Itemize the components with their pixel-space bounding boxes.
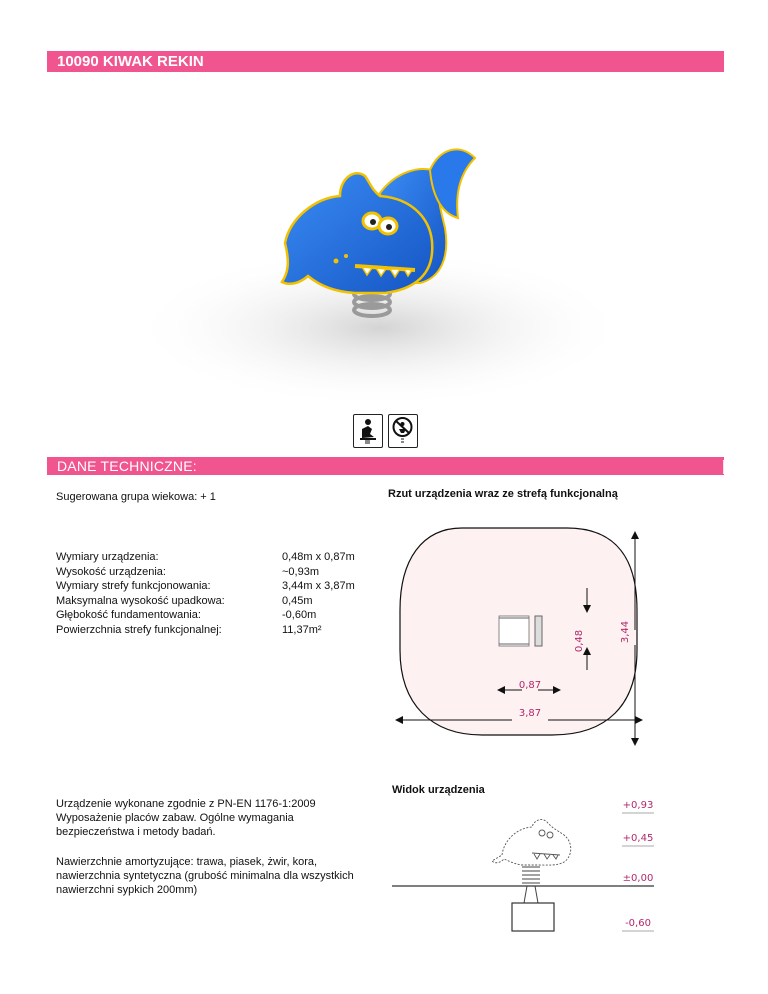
spec-value: 3,44m x 3,87m bbox=[282, 580, 355, 592]
spec-value: -0,60m bbox=[282, 609, 317, 621]
level-ground: ±0,00 bbox=[622, 873, 654, 884]
surface-text bbox=[56, 855, 354, 897]
elevation-drawing bbox=[392, 795, 662, 965]
level-top: +0,93 bbox=[622, 800, 654, 811]
spec-value: ~0,93m bbox=[282, 565, 319, 578]
spec-label: Głębokość fundamentowania: bbox=[56, 609, 201, 621]
dim-width-device: 0,87 bbox=[518, 680, 542, 691]
standard-desc-2: bezpieczeństwa i metody badań. bbox=[56, 826, 216, 838]
spec-value: 11,37m² bbox=[282, 623, 322, 636]
plan-drawing bbox=[392, 520, 652, 760]
age-group: Sugerowana grupa wiekowa: + 1 bbox=[56, 491, 216, 503]
plan-title: Rzut urządzenia wraz ze strefą funkcjonalną bbox=[388, 488, 618, 500]
shark-elevation-icon bbox=[492, 820, 571, 866]
elevation-title: Widok urządzenia bbox=[392, 784, 485, 796]
spec-label: Wysokość urządzenia: bbox=[56, 565, 166, 578]
level-foundation: -0,60 bbox=[625, 918, 651, 929]
spec-values bbox=[282, 550, 355, 637]
standard-line: Urządzenie wykonane zgodnie z PN-EN 1176-1:2009 bbox=[56, 798, 316, 810]
device-plan-icon bbox=[499, 616, 542, 646]
dim-width-zone: 3,87 bbox=[518, 708, 542, 719]
dim-depth-zone: 3,44 bbox=[620, 620, 631, 644]
dim-depth-device: 0,48 bbox=[574, 629, 585, 653]
spec-label: Maksymalna wysokość upadkowa: bbox=[56, 594, 225, 607]
spec-labels bbox=[56, 550, 225, 637]
product-render bbox=[140, 78, 640, 414]
child-on-spring-rider-icon bbox=[353, 414, 383, 448]
spec-label: Wymiary urządzenia: bbox=[56, 551, 159, 563]
spec-value: 0,48m x 0,87m bbox=[282, 551, 355, 563]
product-title: 10090 KIWAK REKIN bbox=[47, 51, 724, 72]
spec-label: Powierzchnia strefy funkcjonalnej: bbox=[56, 623, 222, 636]
compliance-text bbox=[56, 797, 316, 839]
spring-elevation-icon bbox=[522, 867, 540, 903]
age-restriction-icon bbox=[388, 414, 418, 448]
section-title: DANE TECHNICZNE: bbox=[47, 457, 724, 475]
surface-line: Nawierzchnie amortyzujące: trawa, piasek, żwir, kora, bbox=[56, 856, 318, 868]
standard-desc: Wyposażenie placów zabaw. Ogólne wymagania bbox=[56, 812, 294, 824]
level-seat: +0,45 bbox=[622, 833, 654, 844]
foundation-block bbox=[512, 903, 554, 931]
spec-value: 0,45m bbox=[282, 594, 313, 607]
spec-label: Wymiary strefy funkcjonowania: bbox=[56, 580, 211, 592]
surface-line: nawierzchni sypkich 200mm) bbox=[56, 884, 198, 896]
surface-line: nawierzchnia syntetyczna (grubość minimalna dla wszystkich bbox=[56, 870, 354, 882]
